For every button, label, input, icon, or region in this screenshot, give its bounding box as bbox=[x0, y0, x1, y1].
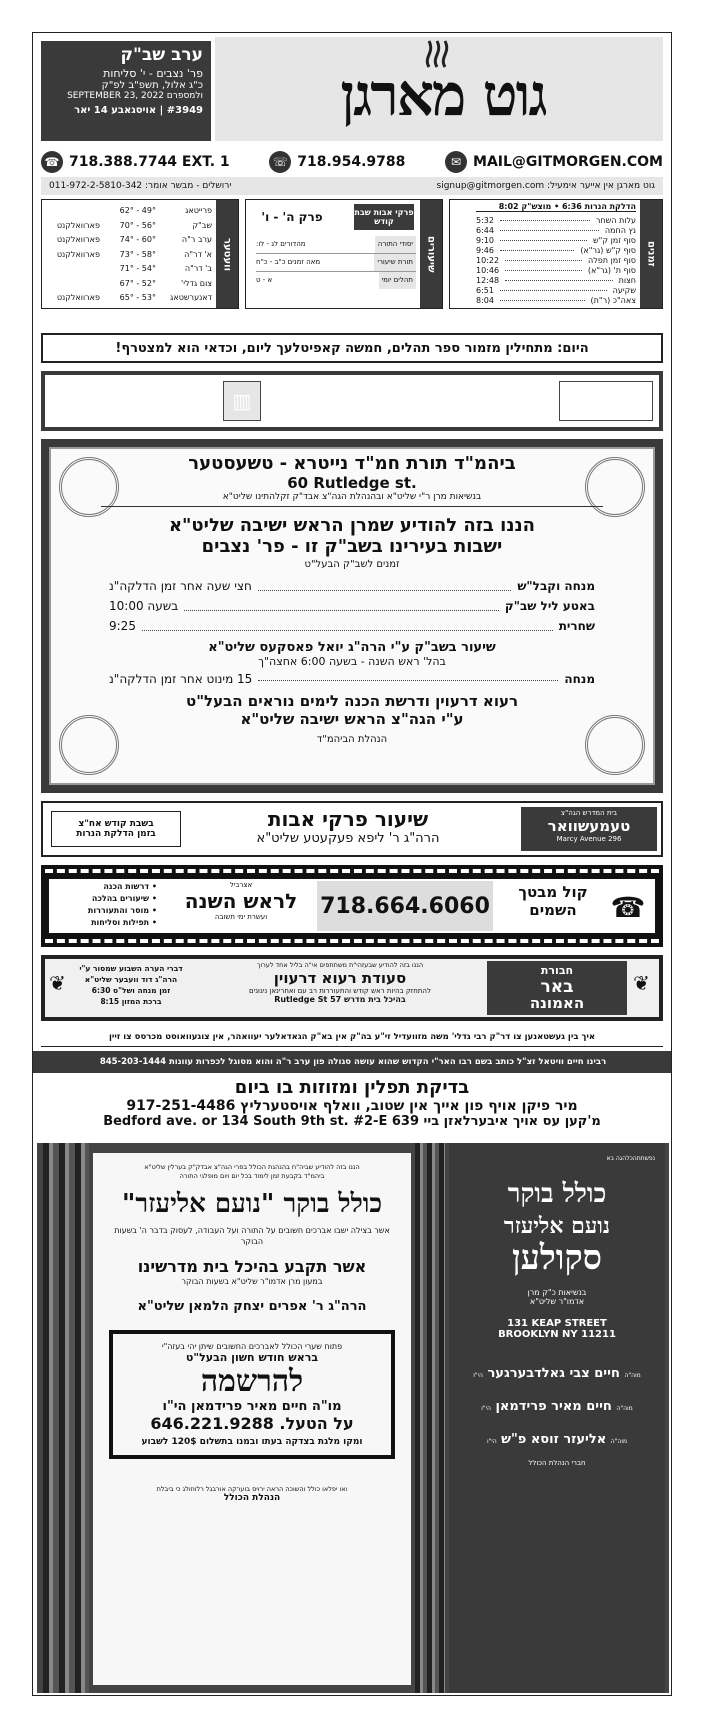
hebrew-date: כ"ג אלול, תשפ"ב לפ"ק bbox=[101, 80, 203, 91]
zman-row: צאה"כ (ר"ת) 8:04 bbox=[476, 296, 636, 305]
weather-row: ערב ר"ה 74° - 60° פארוואלקנט bbox=[56, 235, 212, 244]
raava-line-2: ע"י הגה"צ הראש ישיבה שליט"א bbox=[240, 710, 464, 728]
israel-line: ירושלים - מבשר אומר: 011-972-2-5810-342 bbox=[49, 181, 232, 191]
phone-icon: ☎ bbox=[41, 151, 63, 173]
avos-time-box: בשבת קודש אח"צ בזמן הדלקת הנרות bbox=[51, 811, 181, 847]
newspaper-page bbox=[32, 32, 672, 1696]
emunah-left: דברי הערה השבוע שמסור ע"י הרה"ג דוד וועבער שליט"א זמן מנחה ושל"ס 6:30 ברכת המזון 8:15 bbox=[79, 964, 183, 1006]
perek-label: פרק ה' - ו' bbox=[261, 210, 323, 224]
zmanim-box bbox=[449, 199, 663, 309]
tefillin-title: בדיקת תפלין ומזוזות בו ביום bbox=[234, 1077, 470, 1098]
shiur-line-2: בהל' ראש השנה - בשעה 6:00 אחצה"ך bbox=[258, 655, 446, 668]
kol-ad bbox=[41, 865, 663, 947]
kollel-phone[interactable]: על הטעל. 646.221.9288 bbox=[150, 1414, 354, 1433]
kollel-ad bbox=[37, 1143, 669, 1693]
weather-label: וועטער bbox=[216, 200, 238, 308]
candle-flame-icon bbox=[421, 39, 451, 69]
kol-brand: קול מבטך השמים bbox=[518, 883, 588, 919]
email-link[interactable]: MAIL@GITMORGEN.COM bbox=[473, 154, 663, 170]
phone-handset-icon: ☎ bbox=[610, 890, 646, 924]
zman-row: נץ החמה 6:44 bbox=[476, 226, 636, 235]
phone-primary[interactable]: 718.388.7744 EXT. 1 bbox=[69, 154, 230, 170]
kollel-intro: ביהמ"ד בקבעת זמן לימוד בכל יום ויום מופלגי התורה bbox=[179, 1172, 325, 1180]
decorative-pillar bbox=[43, 1143, 89, 1693]
schedule-row: באטע ליל שב"ק בשעה 10:00 bbox=[109, 599, 595, 613]
kollel-intro: הננו בזה להודיע שביה"ח בהנהגת הכולל בפרי הגה"צ אבדק"ק בערלין שליט"א bbox=[144, 1163, 360, 1171]
bullet-item: • שיעורים בהלכה bbox=[91, 894, 157, 903]
avos-ad bbox=[41, 801, 663, 857]
side-title: כולל בוקר נועם אליעזר סקולען bbox=[503, 1179, 611, 1278]
masthead bbox=[33, 33, 672, 149]
gabbai-entry: מוה"ה אליעזר זוסא פ"ש הי"ו bbox=[486, 1432, 628, 1447]
emunah-ad bbox=[41, 955, 663, 1021]
kollel-sub-title: אשר תקבע בהיכל בית מדרשינו bbox=[137, 1257, 367, 1276]
kollel-desc-2: במעון מרן אדמו"ר שליט"א בשעות הבוקר bbox=[181, 1277, 323, 1286]
weather-row: שב"ק 70° - 56° פארוואלקנט bbox=[56, 220, 212, 230]
phone-secondary[interactable]: 718.954.9788 bbox=[297, 154, 406, 170]
logo: גוט מארגן bbox=[340, 61, 546, 129]
signup-line[interactable]: גוט מארגן אין אייער אימעיל: signup@gitmorgen.com bbox=[436, 181, 655, 191]
today-banner: היום: מתחילין מזמור ספר תהלים, חמשה קאפיטלעך ליום, וכדאי הוא למצטרף! bbox=[41, 333, 663, 363]
learning-box bbox=[245, 199, 443, 309]
kollel-side-panel: נפשתתהכלהגה בא כולל בוקר נועם אליעזר סקולען בנשיאות כ"ק מרן אדמו"ר שליט"א 131 KEAP STREET BROOKLYN NY 11211 מוה"ה חיים צבי גאלדבערגער הי"ו מוה"ה חיים מאיר פרידמאן הי"ו מוה"ה אליעזר זוסא פ"ש הי"ו חברי הנהלת הכולל bbox=[449, 1143, 665, 1693]
avos-speaker: הרה"ג ר' ליפא פעקעטע שליט"א bbox=[256, 831, 440, 846]
shiur-line-1: שיעור בשב"ק ע"י הרה"ג יואל פאסקעס שליט"א bbox=[208, 640, 496, 655]
weather-row: פרייטאג 62° - 49° bbox=[119, 206, 212, 215]
raava-line-1: רעוא דרעוין ודרשת הכנה לימים נוראים הבעל"ט bbox=[186, 692, 518, 710]
candle-box-image: ▥ bbox=[223, 381, 261, 421]
notice-headline-1: הננו בזה להודיע שמרן הראש ישיבה שליט"א bbox=[168, 515, 536, 536]
synagogue-logo: ⌂ bbox=[559, 381, 653, 421]
learning-row: תורת שיעורי מאה זמנים כ"ב - כ"ח bbox=[256, 254, 416, 272]
kol-bullets bbox=[57, 881, 157, 929]
kollel-paper bbox=[93, 1153, 411, 1685]
bullet-item: • תפילות וסליחות bbox=[91, 918, 157, 927]
contact-row bbox=[41, 149, 663, 175]
weather-list bbox=[46, 204, 212, 306]
strip-2: רבינו חיים וויטאל זצ"ל כותב בשם רבו האר"י הקדוש שהוא עושה סגולה פון ערב ר"ה והוא מסוגל לכפרות עוונות 845-203-1444 bbox=[33, 1051, 672, 1073]
avos-title: שיעור פרקי אבות bbox=[267, 807, 429, 831]
emunah-brand: חבורת באר האמונה bbox=[487, 961, 627, 1015]
avos-center bbox=[193, 807, 503, 846]
mincha-row: מנחה 15 מינוט אחר זמן הדלקה"נ bbox=[109, 672, 595, 686]
candle-ad bbox=[41, 371, 663, 431]
notice-content bbox=[101, 451, 603, 745]
schedule-row: שחרית 9:25 bbox=[109, 619, 595, 633]
bullet-item: • מוסר והתעוררות bbox=[87, 906, 157, 915]
emunah-mid: הננו בזה להודיע שבעזהי"ת משתתפים אי"ה בליל אחד לערוך סעודת רעוא דרעוין להתחזק בהיות ראש קודש והתעוררות רב עם ואחרינאן ניגונים בהיכל בית מדרש 57 Rutledge St bbox=[249, 961, 431, 1004]
parsha-line: פר' נצבים - י' סליחות bbox=[103, 67, 203, 80]
tefillin-ad bbox=[41, 1077, 663, 1137]
zman-row: חצות 12:48 bbox=[476, 276, 636, 285]
zman-row: עלות השחר 5:32 bbox=[476, 216, 636, 225]
tefillin-line-2: מ'קען עס אויך איבערלאזן ביי 639 Bedford ave. or 134 South 9th st. #2-E bbox=[103, 1114, 601, 1129]
erev-label: ערב שב"ק bbox=[120, 45, 203, 65]
zmanim-label: זמנים bbox=[640, 200, 662, 308]
zman-row: שקיעה 6:51 bbox=[476, 286, 636, 295]
kollel-desc: אשר בצילה ישבו אברכים חשובים על התורה ועל העבודה, לעסוק בדבר ה' בשעות הבוקר bbox=[114, 1226, 390, 1246]
weather-row: א' דר"ה 73° - 58° פארוואלקנט bbox=[56, 249, 212, 259]
gabbai-entry: מוה"ה חיים צבי גאלדבערגער הי"ו bbox=[473, 1366, 641, 1381]
english-date: SEPTEMBER 23, 2022 ולמספרם bbox=[67, 91, 203, 101]
grapes-left-icon: ❦ bbox=[49, 971, 66, 995]
avos-shul-logo: בית המדרש הגה"צ טעמעשוואר Marcy Avenue 296 bbox=[521, 807, 657, 851]
learning-row: יסודי התורה מהדורים לג - לו: bbox=[256, 236, 416, 254]
kollel-footer: ואו יפלאו כולל והשוכה הראה ירויס בוערקה אורבגל רלווזולג כי ביבלת bbox=[156, 1485, 348, 1493]
notice-sign: הנהלת הביהמ"ד bbox=[316, 734, 388, 745]
date-panel bbox=[41, 41, 211, 141]
weather-row: דאנערשטאג 65° - 53° פארוואלקנט bbox=[56, 293, 212, 302]
zman-row: סוף ק"ש (גר"א) 9:46 bbox=[476, 246, 636, 255]
zman-row: סוף זמן ק"ש 9:10 bbox=[476, 236, 636, 245]
pirkei-avos-label: פרקי אבות שבת קודש bbox=[354, 204, 414, 230]
learning-row: תהלים יומי א - ט bbox=[256, 272, 416, 289]
kollel-rav: הרה"ג ר' אפרים יצחק הלמאן שליט"א bbox=[137, 1299, 367, 1314]
learning-label: שיעורים bbox=[420, 200, 442, 308]
decorative-pillar bbox=[415, 1143, 445, 1693]
notice-title: ביהמ"ד תורת חמ"ד נייטרא - טשעסטער bbox=[188, 453, 516, 474]
zmanim-list bbox=[476, 216, 636, 306]
tefillin-line-1: מיר פיקן אויף פון אייך אין שטוב, וואלף אויסטערליץ 917-251-4486 bbox=[126, 1098, 578, 1114]
kollel-title: כולל בוקר "נועם אליעזר" bbox=[121, 1189, 383, 1219]
weather-box bbox=[41, 199, 239, 309]
kol-phone[interactable]: 718.664.6060 bbox=[317, 881, 493, 931]
kollel-footer-sign: הנהלת הכולל bbox=[223, 1493, 281, 1503]
strip-1: איך בין געשטאנען צו דר"ק רבי גדלי' משה מזוועדיל זי"ע בה"ק אין בא"ק הגאדאלער יעוואהר, אין צוגעוואוסט מכרסס צו זיין bbox=[41, 1027, 663, 1047]
candle-icon: 🕯 bbox=[181, 381, 189, 411]
notice-nesius: בנשיאות מרן ר"י שליט"א ובהנהלת הגה"צ אבד"ק זקלהתינו שליט"א bbox=[101, 492, 603, 507]
issue-number: #3949 | אויסגאבע 14 יאר bbox=[74, 105, 203, 116]
weather-row: צום גדלי' 67° - 52° bbox=[119, 278, 212, 288]
notice-headline-2: ישבות בעירינו בשב"ק זו - פר' נצבים bbox=[201, 536, 503, 557]
schedule-row: מנחה וקבל"ש חצי שעה אחר זמן הדלקה"נ bbox=[109, 579, 595, 593]
kol-mid: אצרביל לראש השנה ועשרת ימי תשובה bbox=[184, 881, 298, 921]
candle-ad-text: פאר ליכט-בענטשן און ביי אלע אייערע שמחות געדענקט די הייליגע סגולה פון אבותינו ורבותינו bbox=[323, 383, 541, 410]
grapes-right-icon: ❦ bbox=[633, 971, 650, 995]
fax-icon: ☏ bbox=[269, 151, 291, 173]
signup-row bbox=[41, 177, 663, 195]
learning-rows bbox=[256, 236, 416, 289]
bullet-item: • דרשות הכנה bbox=[103, 882, 157, 891]
zman-row: סוף ת' (גר"א) 10:46 bbox=[476, 266, 636, 275]
gabboim-list bbox=[449, 1366, 665, 1447]
kollel-register-box: פתוח שערי הכולל לאברכים החשובים שיתן יהי בעזה"י בראש חודש חשון הבעל"ט להרשמה מו"ה חיים מאיר פרידמאן הי"ו על הטעל. 646.221.9288 ומקו מלגת בצדקה בעתו ובמנו בתשלום 120$ לשבוע bbox=[109, 1330, 395, 1459]
weather-row: ב' דר"ה 71° - 54° bbox=[119, 264, 212, 273]
main-notice bbox=[41, 439, 663, 793]
candle-times: הדלקה"נ 6:36 מוצש"ק 8:02 bbox=[55, 377, 181, 413]
zman-row: סוף זמן תפלה 10:22 bbox=[476, 256, 636, 265]
zmanim-header: הדלקת הנרות 6:36 • מוצש"ק 8:02 bbox=[476, 202, 636, 212]
notice-sub: זמנים לשב"ק הבעל"ט bbox=[304, 559, 400, 570]
notice-address: 60 Rutledge st. bbox=[287, 474, 417, 492]
mail-icon: ✉ bbox=[445, 151, 467, 173]
side-address: 131 KEAP STREET BROOKLYN NY 11211 bbox=[498, 1318, 616, 1340]
gabbai-entry: מוה"ה חיים מאיר פרידמאן הי"ו bbox=[481, 1399, 633, 1414]
